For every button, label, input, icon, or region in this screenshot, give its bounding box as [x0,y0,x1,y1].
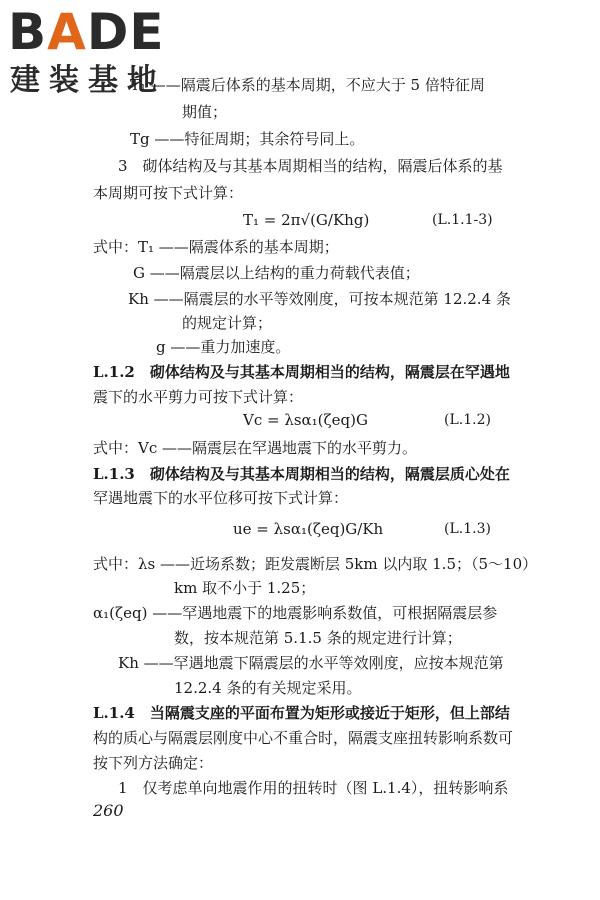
text-line: 3 砌体结构及与其基本周期相当的结构，隔震后体系的基 [118,157,503,175]
text-line: 式中：T₁ ——隔震体系的基本周期； [93,238,339,256]
equation-number: (L.1.2) [444,412,491,428]
text-line: 数，按本规范第 5.1.5 条的规定进行计算； [174,629,462,647]
text-line: 的规定计算； [182,314,273,332]
text-line: 期值； [182,103,228,121]
text-line: G ——隔震层以上结构的重力荷载代表值； [133,264,420,282]
text-line: 本周期可按下式计算： [93,184,244,202]
text-line: Tg ——特征周期；其余符号同上。 [130,130,365,148]
text-line: 式中：Vc ——隔震层在罕遇地震下的水平剪力。 [93,439,418,457]
text-line: T₁ ——隔震后体系的基本周期，不应大于 5 倍特征周 [130,76,485,94]
text-line: 按下列方法确定： [93,754,214,772]
equation-number: (L.1.3) [444,521,491,537]
text-line: 12.2.4 条的有关规定采用。 [174,679,362,697]
text-line: g ——重力加速度。 [156,338,291,356]
text-line: 式中：λs ——近场系数；距发震断层 5km 以内取 1.5；（5～10） [93,555,538,573]
equation-formula: Vc = λsα₁(ζeq)G [243,411,368,429]
text-line: 1 仅考虑单向地震作用的扭转时（图 L.1.4），扭转影响系 [118,779,509,797]
text-line: km 取不小于 1.25； [174,579,316,597]
text-line: L.1.3 砌体结构及与其基本周期相当的结构，隔震层质心处在 [93,465,510,483]
logo-wordmark: BADE [8,3,165,61]
text-line: L.1.2 砌体结构及与其基本周期相当的结构，隔震层在罕遇地 [93,363,510,381]
equation-formula: ue = λsα₁(ζeq)G/Kh [233,520,384,538]
page-number: 260 [93,801,124,820]
text-line: 震下的水平剪力可按下式计算： [93,388,304,406]
text-line: α₁(ζeq) ——罕遇地震下的地震影响系数值，可根据隔震层参 [93,604,498,622]
text-line: Kh ——隔震层的水平等效刚度，可按本规范第 12.2.4 条 [128,290,511,308]
text-line: Kh ——罕遇地震下隔震层的水平等效刚度，应按本规范第 [118,654,504,672]
equation-number: (L.1.1-3) [432,212,493,228]
text-line: 构的质心与隔震层刚度中心不重合时，隔震支座扭转影响系数可 [93,729,514,747]
text-line: 罕遇地震下的水平位移可按下式计算： [93,489,349,507]
logo-subtitle: 建装基地 [10,63,166,98]
text-line: L.1.4 当隔震支座的平面布置为矩形或接近于矩形，但上部结 [93,704,510,722]
equation-formula: T₁ = 2π√(G/Khg) [243,211,370,229]
